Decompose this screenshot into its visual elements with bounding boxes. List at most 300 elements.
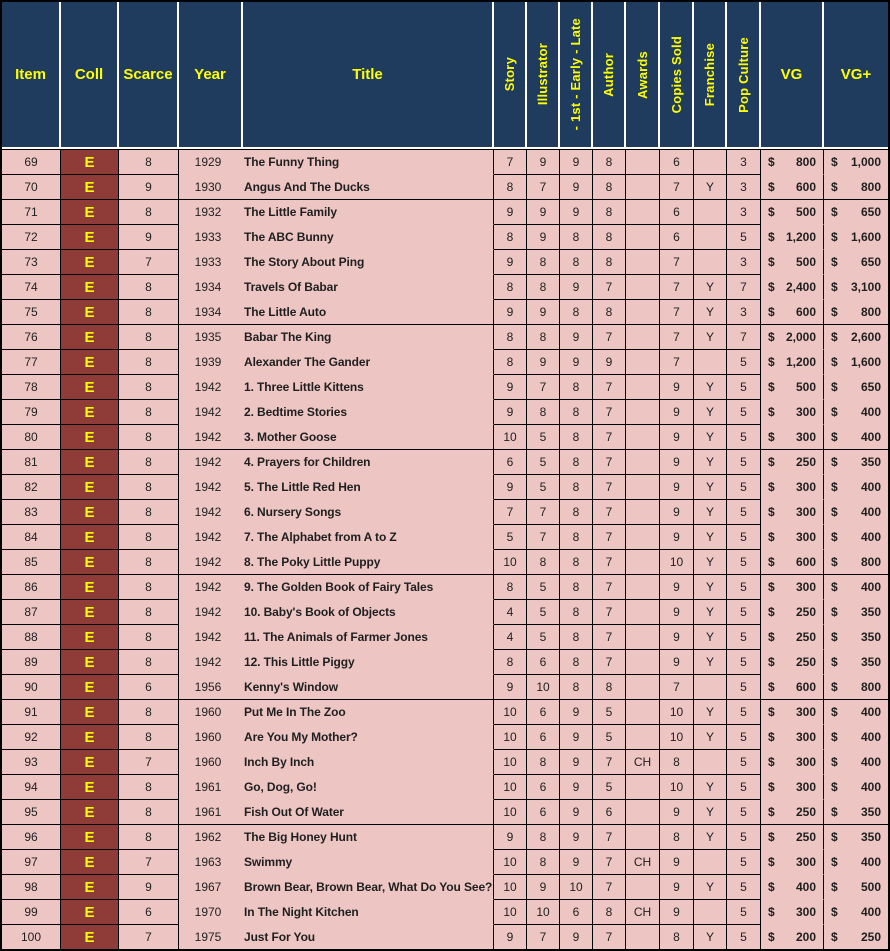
vg-plus-cell[interactable] <box>824 300 888 325</box>
vg-plus-cell[interactable] <box>824 275 888 300</box>
vg-plus-cell[interactable] <box>824 400 888 425</box>
story-cell[interactable]: 10 <box>494 725 527 750</box>
pop-culture-cell[interactable]: 5 <box>727 900 761 925</box>
franchise-cell[interactable]: Y <box>694 175 727 200</box>
scarce-cell[interactable]: 9 <box>119 875 179 900</box>
copies-sold-cell[interactable]: 10 <box>660 725 694 750</box>
coll-cell[interactable]: E <box>61 250 119 275</box>
year-title-cell[interactable] <box>179 225 494 250</box>
first-edition-cell[interactable]: 9 <box>560 750 593 775</box>
copies-sold-cell[interactable]: 8 <box>660 750 694 775</box>
year-title-cell[interactable] <box>179 450 494 475</box>
copies-sold-cell[interactable]: 10 <box>660 775 694 800</box>
story-cell[interactable]: 8 <box>494 325 527 350</box>
copies-sold-cell[interactable]: 7 <box>660 350 694 375</box>
coll-cell[interactable]: E <box>61 425 119 450</box>
first-edition-cell[interactable]: 8 <box>560 525 593 550</box>
vg-plus-cell[interactable] <box>824 325 888 350</box>
header-copies-sold[interactable]: Copies Sold <box>660 2 694 147</box>
vg-plus-cell[interactable] <box>824 475 888 500</box>
year-title-cell[interactable] <box>179 275 494 300</box>
header-illustrator[interactable]: Illustrator <box>527 2 560 147</box>
header-pop-culture[interactable]: Pop Culture <box>727 2 761 147</box>
pop-culture-cell[interactable]: 5 <box>727 450 761 475</box>
copies-sold-cell[interactable]: 6 <box>660 200 694 225</box>
awards-cell[interactable] <box>626 800 660 825</box>
author-cell[interactable]: 8 <box>593 150 626 175</box>
vg-plus-cell[interactable] <box>824 725 888 750</box>
story-cell[interactable]: 8 <box>494 650 527 675</box>
coll-cell[interactable]: E <box>61 575 119 600</box>
story-cell[interactable]: 10 <box>494 775 527 800</box>
franchise-cell[interactable]: Y <box>694 500 727 525</box>
pop-culture-cell[interactable]: 3 <box>727 250 761 275</box>
copies-sold-cell[interactable]: 8 <box>660 825 694 850</box>
author-cell[interactable]: 9 <box>593 350 626 375</box>
item-cell[interactable]: 72 <box>2 225 61 250</box>
year-title-cell[interactable] <box>179 825 494 850</box>
franchise-cell[interactable]: Y <box>694 875 727 900</box>
franchise-cell[interactable]: Y <box>694 650 727 675</box>
story-cell[interactable]: 10 <box>494 550 527 575</box>
franchise-cell[interactable]: Y <box>694 275 727 300</box>
story-cell[interactable]: 9 <box>494 675 527 700</box>
header-title[interactable]: Title <box>243 2 494 147</box>
franchise-cell[interactable] <box>694 200 727 225</box>
item-cell[interactable]: 91 <box>2 700 61 725</box>
story-cell[interactable]: 8 <box>494 225 527 250</box>
awards-cell[interactable]: CH <box>626 850 660 875</box>
pop-culture-cell[interactable]: 5 <box>727 875 761 900</box>
item-cell[interactable]: 77 <box>2 350 61 375</box>
scarce-cell[interactable]: 8 <box>119 475 179 500</box>
awards-cell[interactable] <box>626 775 660 800</box>
coll-cell[interactable]: E <box>61 875 119 900</box>
coll-cell[interactable]: E <box>61 850 119 875</box>
pop-culture-cell[interactable]: 3 <box>727 200 761 225</box>
first-edition-cell[interactable]: 8 <box>560 550 593 575</box>
story-cell[interactable]: 7 <box>494 150 527 175</box>
vg-cell[interactable] <box>761 850 824 875</box>
vg-cell[interactable] <box>761 225 824 250</box>
pop-culture-cell[interactable]: 3 <box>727 300 761 325</box>
franchise-cell[interactable]: Y <box>694 550 727 575</box>
franchise-cell[interactable]: Y <box>694 775 727 800</box>
year-title-cell[interactable] <box>179 700 494 725</box>
illustrator-cell[interactable]: 6 <box>527 650 560 675</box>
franchise-cell[interactable]: Y <box>694 575 727 600</box>
awards-cell[interactable] <box>626 300 660 325</box>
first-edition-cell[interactable]: 9 <box>560 725 593 750</box>
vg-cell[interactable] <box>761 150 824 175</box>
illustrator-cell[interactable]: 8 <box>527 325 560 350</box>
header-item[interactable]: Item <box>2 2 61 147</box>
vg-plus-cell[interactable] <box>824 550 888 575</box>
pop-culture-cell[interactable]: 5 <box>727 425 761 450</box>
vg-cell[interactable] <box>761 275 824 300</box>
franchise-cell[interactable]: Y <box>694 300 727 325</box>
vg-cell[interactable] <box>761 175 824 200</box>
franchise-cell[interactable]: Y <box>694 375 727 400</box>
item-cell[interactable]: 90 <box>2 675 61 700</box>
item-cell[interactable]: 85 <box>2 550 61 575</box>
pop-culture-cell[interactable]: 5 <box>727 650 761 675</box>
copies-sold-cell[interactable]: 9 <box>660 850 694 875</box>
item-cell[interactable]: 89 <box>2 650 61 675</box>
illustrator-cell[interactable]: 9 <box>527 150 560 175</box>
coll-cell[interactable]: E <box>61 725 119 750</box>
coll-cell[interactable]: E <box>61 800 119 825</box>
first-edition-cell[interactable]: 9 <box>560 700 593 725</box>
author-cell[interactable]: 8 <box>593 250 626 275</box>
story-cell[interactable]: 7 <box>494 500 527 525</box>
franchise-cell[interactable] <box>694 900 727 925</box>
story-cell[interactable]: 9 <box>494 475 527 500</box>
illustrator-cell[interactable]: 5 <box>527 450 560 475</box>
vg-plus-cell[interactable] <box>824 700 888 725</box>
scarce-cell[interactable]: 8 <box>119 800 179 825</box>
copies-sold-cell[interactable]: 8 <box>660 925 694 950</box>
copies-sold-cell[interactable]: 9 <box>660 800 694 825</box>
year-title-cell[interactable] <box>179 725 494 750</box>
author-cell[interactable]: 5 <box>593 725 626 750</box>
year-title-cell[interactable] <box>179 525 494 550</box>
scarce-cell[interactable]: 8 <box>119 700 179 725</box>
scarce-cell[interactable]: 6 <box>119 675 179 700</box>
scarce-cell[interactable]: 8 <box>119 200 179 225</box>
copies-sold-cell[interactable]: 7 <box>660 175 694 200</box>
author-cell[interactable]: 7 <box>593 375 626 400</box>
awards-cell[interactable] <box>626 500 660 525</box>
story-cell[interactable]: 5 <box>494 525 527 550</box>
vg-plus-cell[interactable] <box>824 850 888 875</box>
pop-culture-cell[interactable]: 5 <box>727 600 761 625</box>
franchise-cell[interactable]: Y <box>694 725 727 750</box>
header-scarce[interactable]: Scarce <box>119 2 179 147</box>
first-edition-cell[interactable]: 8 <box>560 425 593 450</box>
awards-cell[interactable] <box>626 875 660 900</box>
vg-cell[interactable] <box>761 300 824 325</box>
year-title-cell[interactable] <box>179 900 494 925</box>
story-cell[interactable]: 10 <box>494 425 527 450</box>
illustrator-cell[interactable]: 10 <box>527 900 560 925</box>
awards-cell[interactable] <box>626 925 660 950</box>
scarce-cell[interactable]: 8 <box>119 450 179 475</box>
awards-cell[interactable] <box>626 675 660 700</box>
pop-culture-cell[interactable]: 5 <box>727 500 761 525</box>
copies-sold-cell[interactable]: 7 <box>660 325 694 350</box>
item-cell[interactable]: 83 <box>2 500 61 525</box>
illustrator-cell[interactable]: 5 <box>527 425 560 450</box>
item-cell[interactable]: 87 <box>2 600 61 625</box>
vg-plus-cell[interactable] <box>824 925 888 950</box>
vg-cell[interactable] <box>761 375 824 400</box>
scarce-cell[interactable]: 8 <box>119 500 179 525</box>
first-edition-cell[interactable]: 9 <box>560 150 593 175</box>
author-cell[interactable]: 7 <box>593 325 626 350</box>
year-title-cell[interactable] <box>179 800 494 825</box>
coll-cell[interactable]: E <box>61 450 119 475</box>
illustrator-cell[interactable]: 8 <box>527 825 560 850</box>
story-cell[interactable]: 9 <box>494 375 527 400</box>
franchise-cell[interactable] <box>694 750 727 775</box>
scarce-cell[interactable]: 8 <box>119 575 179 600</box>
vg-plus-cell[interactable] <box>824 150 888 175</box>
illustrator-cell[interactable]: 8 <box>527 750 560 775</box>
coll-cell[interactable]: E <box>61 400 119 425</box>
author-cell[interactable]: 8 <box>593 175 626 200</box>
year-title-cell[interactable] <box>179 625 494 650</box>
illustrator-cell[interactable]: 9 <box>527 875 560 900</box>
coll-cell[interactable]: E <box>61 150 119 175</box>
scarce-cell[interactable]: 7 <box>119 850 179 875</box>
vg-plus-cell[interactable] <box>824 350 888 375</box>
awards-cell[interactable] <box>626 525 660 550</box>
coll-cell[interactable]: E <box>61 625 119 650</box>
vg-plus-cell[interactable] <box>824 450 888 475</box>
pop-culture-cell[interactable]: 5 <box>727 550 761 575</box>
franchise-cell[interactable]: Y <box>694 800 727 825</box>
illustrator-cell[interactable]: 8 <box>527 400 560 425</box>
item-cell[interactable]: 98 <box>2 875 61 900</box>
awards-cell[interactable] <box>626 200 660 225</box>
item-cell[interactable]: 79 <box>2 400 61 425</box>
copies-sold-cell[interactable]: 9 <box>660 575 694 600</box>
vg-cell[interactable] <box>761 400 824 425</box>
vg-plus-cell[interactable] <box>824 200 888 225</box>
scarce-cell[interactable]: 8 <box>119 400 179 425</box>
copies-sold-cell[interactable]: 9 <box>660 525 694 550</box>
scarce-cell[interactable]: 7 <box>119 250 179 275</box>
coll-cell[interactable]: E <box>61 925 119 950</box>
story-cell[interactable]: 8 <box>494 350 527 375</box>
illustrator-cell[interactable]: 10 <box>527 675 560 700</box>
vg-cell[interactable] <box>761 600 824 625</box>
awards-cell[interactable] <box>626 225 660 250</box>
copies-sold-cell[interactable]: 6 <box>660 225 694 250</box>
first-edition-cell[interactable]: 9 <box>560 350 593 375</box>
scarce-cell[interactable]: 8 <box>119 625 179 650</box>
pop-culture-cell[interactable]: 5 <box>727 725 761 750</box>
first-edition-cell[interactable]: 9 <box>560 775 593 800</box>
scarce-cell[interactable]: 8 <box>119 525 179 550</box>
story-cell[interactable]: 6 <box>494 450 527 475</box>
vg-plus-cell[interactable] <box>824 750 888 775</box>
awards-cell[interactable]: CH <box>626 900 660 925</box>
year-title-cell[interactable] <box>179 600 494 625</box>
vg-plus-cell[interactable] <box>824 775 888 800</box>
year-title-cell[interactable] <box>179 200 494 225</box>
year-title-cell[interactable] <box>179 750 494 775</box>
story-cell[interactable]: 10 <box>494 875 527 900</box>
author-cell[interactable]: 7 <box>593 450 626 475</box>
awards-cell[interactable] <box>626 600 660 625</box>
scarce-cell[interactable]: 7 <box>119 925 179 950</box>
vg-cell[interactable] <box>761 325 824 350</box>
first-edition-cell[interactable]: 8 <box>560 300 593 325</box>
year-title-cell[interactable] <box>179 375 494 400</box>
coll-cell[interactable]: E <box>61 350 119 375</box>
franchise-cell[interactable] <box>694 350 727 375</box>
story-cell[interactable]: 10 <box>494 750 527 775</box>
first-edition-cell[interactable]: 8 <box>560 475 593 500</box>
year-title-cell[interactable] <box>179 175 494 200</box>
illustrator-cell[interactable]: 8 <box>527 275 560 300</box>
illustrator-cell[interactable]: 7 <box>527 375 560 400</box>
first-edition-cell[interactable]: 9 <box>560 800 593 825</box>
pop-culture-cell[interactable]: 5 <box>727 625 761 650</box>
item-cell[interactable]: 86 <box>2 575 61 600</box>
item-cell[interactable]: 74 <box>2 275 61 300</box>
first-edition-cell[interactable]: 9 <box>560 325 593 350</box>
vg-cell[interactable] <box>761 725 824 750</box>
illustrator-cell[interactable]: 8 <box>527 850 560 875</box>
vg-plus-cell[interactable] <box>824 650 888 675</box>
first-edition-cell[interactable]: 8 <box>560 225 593 250</box>
vg-plus-cell[interactable] <box>824 800 888 825</box>
first-edition-cell[interactable]: 9 <box>560 175 593 200</box>
awards-cell[interactable] <box>626 375 660 400</box>
item-cell[interactable]: 93 <box>2 750 61 775</box>
item-cell[interactable]: 81 <box>2 450 61 475</box>
coll-cell[interactable]: E <box>61 175 119 200</box>
item-cell[interactable]: 71 <box>2 200 61 225</box>
first-edition-cell[interactable]: 9 <box>560 275 593 300</box>
story-cell[interactable]: 9 <box>494 200 527 225</box>
illustrator-cell[interactable]: 9 <box>527 300 560 325</box>
pop-culture-cell[interactable]: 5 <box>727 675 761 700</box>
item-cell[interactable]: 84 <box>2 525 61 550</box>
coll-cell[interactable]: E <box>61 650 119 675</box>
franchise-cell[interactable] <box>694 850 727 875</box>
franchise-cell[interactable] <box>694 675 727 700</box>
author-cell[interactable]: 7 <box>593 400 626 425</box>
vg-cell[interactable] <box>761 425 824 450</box>
vg-cell[interactable] <box>761 925 824 950</box>
author-cell[interactable]: 7 <box>593 750 626 775</box>
pop-culture-cell[interactable]: 5 <box>727 475 761 500</box>
illustrator-cell[interactable]: 7 <box>527 500 560 525</box>
pop-culture-cell[interactable]: 5 <box>727 750 761 775</box>
copies-sold-cell[interactable]: 7 <box>660 300 694 325</box>
coll-cell[interactable]: E <box>61 750 119 775</box>
copies-sold-cell[interactable]: 9 <box>660 425 694 450</box>
header-author[interactable]: Author <box>593 2 626 147</box>
story-cell[interactable]: 9 <box>494 400 527 425</box>
copies-sold-cell[interactable]: 10 <box>660 700 694 725</box>
author-cell[interactable]: 7 <box>593 600 626 625</box>
franchise-cell[interactable]: Y <box>694 925 727 950</box>
pop-culture-cell[interactable]: 5 <box>727 525 761 550</box>
copies-sold-cell[interactable]: 9 <box>660 400 694 425</box>
pop-culture-cell[interactable]: 7 <box>727 275 761 300</box>
header-vg[interactable]: VG <box>761 2 824 147</box>
coll-cell[interactable]: E <box>61 550 119 575</box>
vg-plus-cell[interactable] <box>824 425 888 450</box>
year-title-cell[interactable] <box>179 500 494 525</box>
vg-plus-cell[interactable] <box>824 250 888 275</box>
author-cell[interactable]: 7 <box>593 550 626 575</box>
story-cell[interactable]: 8 <box>494 275 527 300</box>
pop-culture-cell[interactable]: 5 <box>727 850 761 875</box>
coll-cell[interactable]: E <box>61 500 119 525</box>
first-edition-cell[interactable]: 8 <box>560 450 593 475</box>
franchise-cell[interactable] <box>694 250 727 275</box>
author-cell[interactable]: 7 <box>593 825 626 850</box>
coll-cell[interactable]: E <box>61 275 119 300</box>
scarce-cell[interactable]: 8 <box>119 375 179 400</box>
first-edition-cell[interactable]: 8 <box>560 375 593 400</box>
author-cell[interactable]: 7 <box>593 650 626 675</box>
pop-culture-cell[interactable]: 5 <box>727 575 761 600</box>
illustrator-cell[interactable]: 9 <box>527 200 560 225</box>
vg-cell[interactable] <box>761 200 824 225</box>
illustrator-cell[interactable]: 6 <box>527 725 560 750</box>
copies-sold-cell[interactable]: 9 <box>660 500 694 525</box>
illustrator-cell[interactable]: 7 <box>527 525 560 550</box>
year-title-cell[interactable] <box>179 875 494 900</box>
franchise-cell[interactable]: Y <box>694 425 727 450</box>
copies-sold-cell[interactable]: 9 <box>660 475 694 500</box>
vg-cell[interactable] <box>761 875 824 900</box>
vg-cell[interactable] <box>761 350 824 375</box>
copies-sold-cell[interactable]: 9 <box>660 625 694 650</box>
first-edition-cell[interactable]: 8 <box>560 600 593 625</box>
item-cell[interactable]: 95 <box>2 800 61 825</box>
scarce-cell[interactable]: 9 <box>119 175 179 200</box>
year-title-cell[interactable] <box>179 675 494 700</box>
pop-culture-cell[interactable]: 5 <box>727 225 761 250</box>
year-title-cell[interactable] <box>179 775 494 800</box>
author-cell[interactable]: 7 <box>593 925 626 950</box>
scarce-cell[interactable]: 8 <box>119 650 179 675</box>
author-cell[interactable]: 7 <box>593 625 626 650</box>
pop-culture-cell[interactable]: 5 <box>727 800 761 825</box>
awards-cell[interactable] <box>626 825 660 850</box>
header-first-edition[interactable]: - 1st - Early - Late <box>560 2 593 147</box>
awards-cell[interactable] <box>626 325 660 350</box>
awards-cell[interactable] <box>626 150 660 175</box>
awards-cell[interactable] <box>626 350 660 375</box>
year-title-cell[interactable] <box>179 300 494 325</box>
franchise-cell[interactable]: Y <box>694 600 727 625</box>
story-cell[interactable]: 10 <box>494 700 527 725</box>
scarce-cell[interactable]: 7 <box>119 750 179 775</box>
item-cell[interactable]: 75 <box>2 300 61 325</box>
item-cell[interactable]: 96 <box>2 825 61 850</box>
vg-cell[interactable] <box>761 825 824 850</box>
illustrator-cell[interactable]: 5 <box>527 600 560 625</box>
illustrator-cell[interactable]: 6 <box>527 775 560 800</box>
illustrator-cell[interactable]: 5 <box>527 575 560 600</box>
year-title-cell[interactable] <box>179 925 494 950</box>
coll-cell[interactable]: E <box>61 525 119 550</box>
first-edition-cell[interactable]: 9 <box>560 200 593 225</box>
year-title-cell[interactable] <box>179 150 494 175</box>
copies-sold-cell[interactable]: 9 <box>660 650 694 675</box>
author-cell[interactable]: 8 <box>593 300 626 325</box>
pop-culture-cell[interactable]: 3 <box>727 150 761 175</box>
author-cell[interactable]: 7 <box>593 875 626 900</box>
vg-cell[interactable] <box>761 900 824 925</box>
item-cell[interactable]: 80 <box>2 425 61 450</box>
vg-cell[interactable] <box>761 650 824 675</box>
scarce-cell[interactable]: 8 <box>119 600 179 625</box>
vg-plus-cell[interactable] <box>824 825 888 850</box>
story-cell[interactable]: 10 <box>494 900 527 925</box>
copies-sold-cell[interactable]: 9 <box>660 600 694 625</box>
author-cell[interactable]: 7 <box>593 525 626 550</box>
